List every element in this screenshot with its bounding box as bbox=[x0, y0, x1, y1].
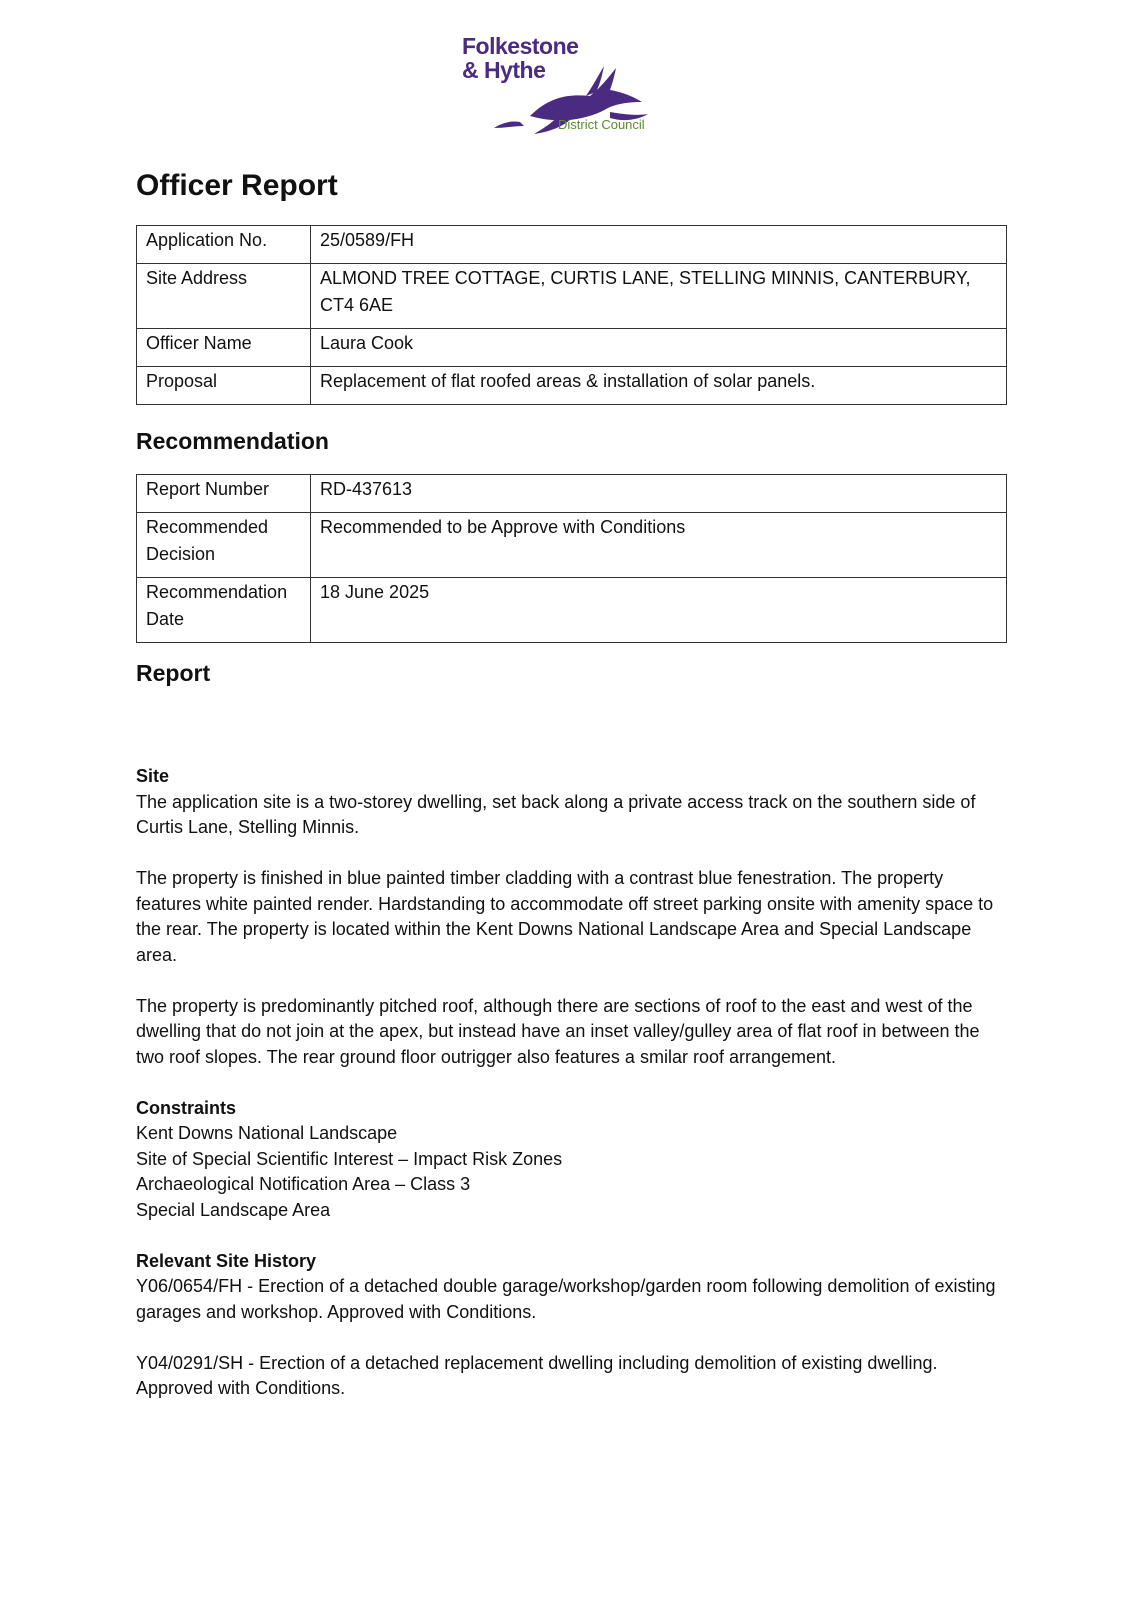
recommendation-table bbox=[136, 474, 1007, 643]
history-heading: Relevant Site History bbox=[136, 1250, 317, 1271]
site-paragraph: The property is finished in blue painted timber cladding with a contrast blue fenestration. The property features white painted render. Hardstanding to accommodate off street parking onsite with amenity space to the rear. The property is located within the Kent Downs National Landscape Area and Special Landscape area. bbox=[136, 868, 994, 965]
table-value: RD-437613 bbox=[311, 475, 1007, 513]
table-value: Laura Cook bbox=[311, 329, 1007, 367]
logo-subtitle: District Council bbox=[558, 117, 645, 132]
constraint-item: Archaeological Notification Area – Class 3 bbox=[136, 1174, 471, 1194]
table-label: Application No. bbox=[137, 226, 311, 264]
logo-line-2: & Hythe bbox=[462, 57, 546, 83]
constraints-heading: Constraints bbox=[136, 1097, 237, 1118]
constraint-item: Special Landscape Area bbox=[136, 1199, 331, 1220]
history-entry: Y04/0291/SH - Erection of a detached replacement dwelling including demolition of existing dwelling. Approved with Conditions. bbox=[136, 1352, 938, 1398]
table-row bbox=[137, 367, 1007, 405]
table-value: 25/0589/FH bbox=[311, 226, 1007, 264]
site-heading: Site bbox=[136, 766, 170, 786]
table-row bbox=[137, 578, 1007, 643]
table-label: Officer Name bbox=[137, 329, 311, 367]
table-row bbox=[137, 264, 1007, 329]
table-value: ALMOND TREE COTTAGE, CURTIS LANE, STELLING MINNIS, CANTERBURY, CT4 6AE bbox=[311, 264, 1007, 329]
council-logo bbox=[462, 34, 662, 144]
recommendation-heading: Recommendation bbox=[136, 428, 329, 454]
constraint-item: Kent Downs National Landscape bbox=[136, 1123, 398, 1143]
table-row bbox=[137, 475, 1007, 513]
table-value: 18 June 2025 bbox=[311, 578, 1007, 643]
page-title: Officer Report bbox=[136, 169, 338, 202]
table-label: Proposal bbox=[137, 367, 311, 405]
table-value: Recommended to be Approve with Conditions bbox=[311, 513, 1007, 578]
table-value: Replacement of flat roofed areas & installation of solar panels. bbox=[311, 367, 1007, 405]
application-table bbox=[136, 225, 1007, 405]
logo-line-1: Folkestone bbox=[462, 33, 579, 59]
table-label: Recommendation Date bbox=[137, 578, 311, 643]
table-row bbox=[137, 513, 1007, 578]
table-label: Recommended Decision bbox=[137, 513, 311, 578]
history-entry: Y06/0654/FH - Erection of a detached double garage/workshop/garden room following demolition of existing garages and workshop. Approved with Conditions. bbox=[136, 1276, 996, 1322]
site-paragraph: The application site is a two-storey dwelling, set back along a private access track on the southern side of Curtis Lane, Stelling Minnis. bbox=[136, 791, 976, 837]
report-heading: Report bbox=[136, 660, 211, 686]
table-row bbox=[137, 329, 1007, 367]
constraint-item: Site of Special Scientific Interest – Impact Risk Zones bbox=[136, 1148, 563, 1169]
table-label: Site Address bbox=[137, 264, 311, 329]
table-label: Report Number bbox=[137, 475, 311, 513]
table-row bbox=[137, 226, 1007, 264]
site-paragraph: The property is predominantly pitched roof, although there are sections of roof to the east and west of the dwelling that do not join at the apex, but instead have an inset valley/gulley area of flat roof in between the two roof slopes. The rear ground floor outrigger also features a smilar roof arrangement. bbox=[136, 995, 980, 1067]
site-section bbox=[136, 764, 996, 1402]
